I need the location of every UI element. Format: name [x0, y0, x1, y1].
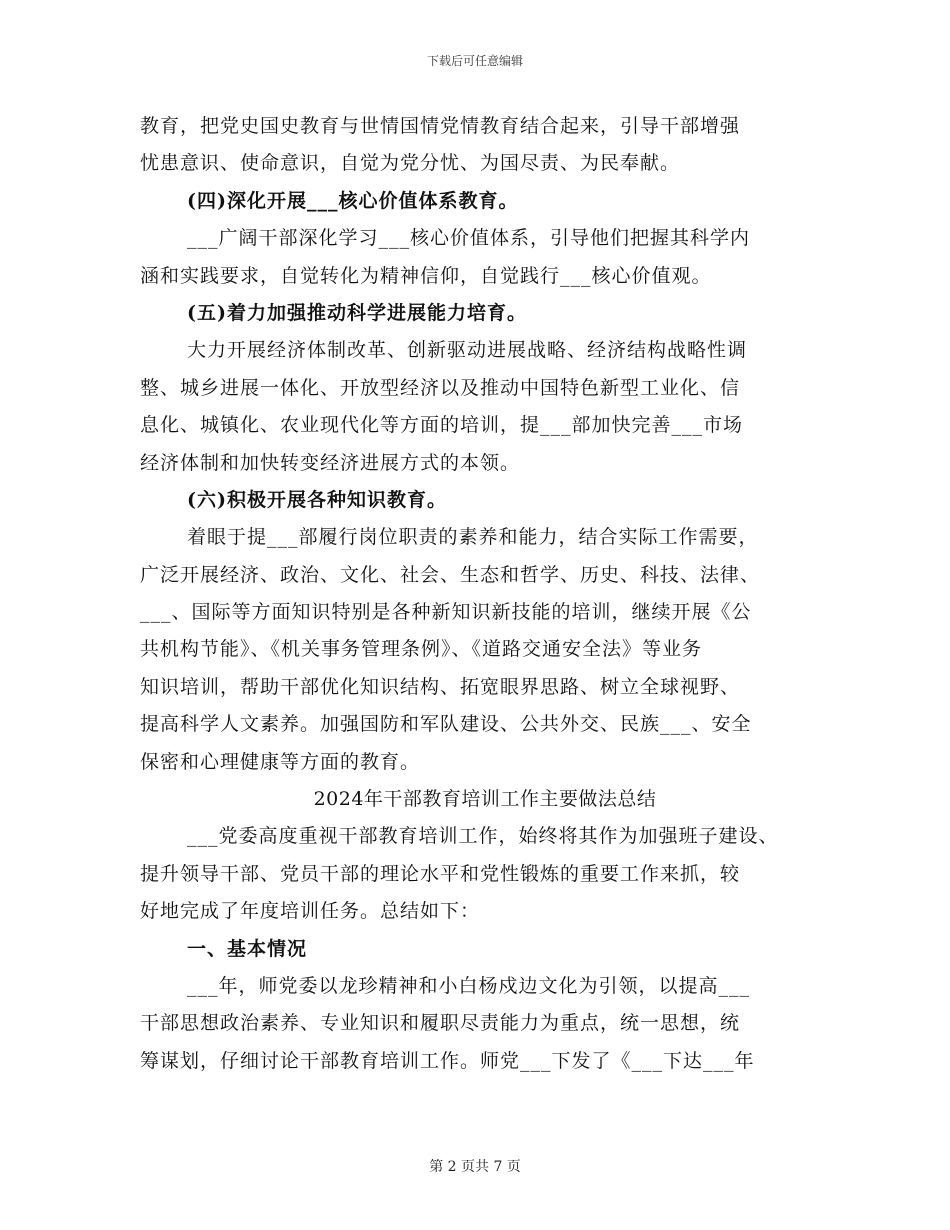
paragraph-line: 息化、城镇化、农业现代化等方面的培训，提___部加快完善___市场	[140, 414, 744, 437]
page-header: 下载后可任意编辑	[426, 54, 523, 68]
paragraph-line: 共机构节能》、《机关事务管理条例》、《道路交通安全法》等业务	[140, 638, 703, 661]
paragraph-line: 筹谋划，仔细讨论干部教育培训工作。师党___下发了《___下达___年	[140, 1049, 755, 1072]
paragraph-line: 提高科学人文素养。加强国防和军队建设、公共外交、民族___、安全	[140, 713, 752, 736]
paragraph-line: 提升领导干部、党员干部的理论水平和党性锻炼的重要工作来抓，较	[140, 862, 741, 885]
section-heading: (五)着力加强推动科学进展能力培育。	[187, 301, 527, 324]
section-heading: 一、基本情况	[187, 937, 308, 960]
paragraph-line: 忧患意识、使命意识，自觉为党分忧、为国尽责、为民奉献。	[140, 152, 681, 175]
page-footer: 第 2 页共 7 页	[429, 1159, 521, 1175]
paragraph-line: 经济体制和加快转变经济进展方式的本领。	[140, 451, 521, 474]
paragraph-line: 涵和实践要求，自觉转化为精神信仰，自觉践行___核心价值观。	[140, 264, 712, 287]
paragraph-line: 教育，把党史国史教育与世情国情党情教育结合起来，引导干部增强	[140, 115, 741, 137]
document-title: 2024年干部教育培训工作主要做法总结	[313, 788, 657, 811]
paragraph-line: ___广阔干部深化学习___核心价值体系，引导他们把握其科学内	[187, 227, 751, 250]
paragraph-line: 整、城乡进展一体化、开放型经济以及推动中国特色新型工业化、信	[140, 376, 741, 399]
section-heading: (六)积极开展各种知识教育。	[187, 488, 447, 511]
paragraph-line: 保密和心理健康等方面的教育。	[140, 750, 421, 773]
document-body	[140, 108, 830, 1080]
paragraph-line: 着眼于提___部履行岗位职责的素养和能力，结合实际工作需要，	[187, 526, 759, 549]
paragraph-line: 大力开展经济体制改革、创新驱动进展战略、经济结构战略性调	[187, 339, 748, 362]
paragraph-line: 知识培训，帮助干部优化知识结构、拓宽眼界思路、树立全球视野、	[140, 675, 741, 698]
paragraph-line: 广泛开展经济、政治、文化、社会、生态和哲学、历史、科技、法律、	[140, 563, 761, 586]
section-heading: (四)深化开展___核心价值体系教育。	[187, 189, 519, 212]
paragraph-line: 干部思想政治素养、专业知识和履职尽责能力为重点，统一思想，统	[140, 1012, 741, 1035]
paragraph-line: ___年，师党委以龙珍精神和小白杨戍边文化为引领，以提高___	[187, 974, 751, 997]
paragraph-line: ___党委高度重视干部教育培训工作，始终将其作为加强班子建设、	[187, 825, 779, 848]
paragraph-line: ___、国际等方面知识特别是各种新知识新技能的培训，继续开展《公	[140, 601, 752, 624]
paragraph-line: 好地完成了年度培训任务。总结如下：	[140, 900, 481, 923]
